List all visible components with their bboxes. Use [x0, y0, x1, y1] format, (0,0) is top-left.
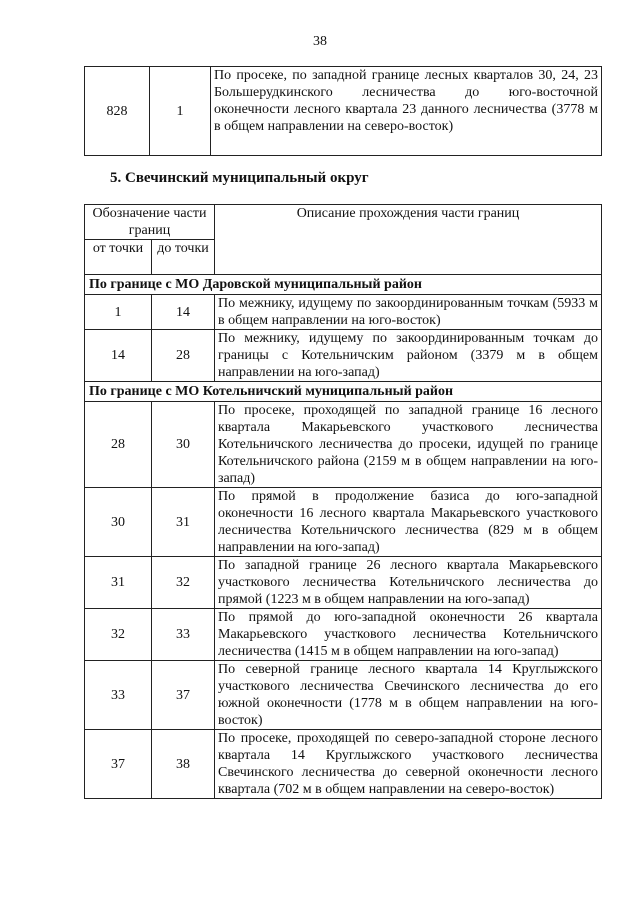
description-cell: По межнику, идущему по закоординированным точкам (5933 м в общем направлении на юго-восток) — [215, 295, 602, 330]
to-point-cell: 37 — [152, 661, 215, 730]
continuation-table — [84, 66, 602, 156]
to-point-cell: 14 — [152, 295, 215, 330]
from-point-cell: 14 — [85, 330, 152, 382]
description-cell: По прямой в продолжение базиса до юго-западной оконечности 16 лесного квартала Макарьевского участкового лесничества Котельничского лесничества (829 м в общем направлении на юго-запад) — [215, 488, 602, 557]
page-number: 38 — [313, 34, 327, 49]
from-point-cell: 31 — [85, 557, 152, 609]
description-cell: По просеке, по западной границе лесных кварталов 30, 24, 23 Большерудкинского лесничества до юго-восточной оконечности лесного квартала 23 данного лесничества (3778 м в общем направлении на северо-восток) — [211, 67, 602, 156]
group-title: По границе с МО Даровской муниципальный район — [85, 275, 602, 295]
table-row — [85, 330, 602, 382]
boundary-table — [84, 204, 602, 799]
to-point-cell: 32 — [152, 557, 215, 609]
group-row — [85, 275, 602, 295]
from-point-cell: 32 — [85, 609, 152, 661]
from-point-cell: 33 — [85, 661, 152, 730]
table-row — [85, 402, 602, 488]
group-title: По границе с МО Котельничский муниципальный район — [85, 382, 602, 402]
description-cell: По просеке, проходящей по западной границе 16 лесного квартала Макарьевского участкового лесничества Котельничского лесничества до просеки, идущей по границе Котельничского района (2159 м в общем направлении на юго-запад) — [215, 402, 602, 488]
designation-header: Обозначение части границ — [85, 205, 215, 240]
table-body — [85, 275, 602, 799]
table-row — [85, 488, 602, 557]
from-point-cell: 30 — [85, 488, 152, 557]
from-point-cell: 828 — [85, 67, 150, 156]
section-heading: 5. Свечинский муниципальный округ — [110, 170, 369, 186]
to-point-cell: 38 — [152, 730, 215, 799]
description-cell: По северной границе лесного квартала 14 Круглыжского участкового лесничества Свечинского лесничества до его южной оконечности (1778 м в общем направлении на юго-восток) — [215, 661, 602, 730]
header-row — [85, 205, 602, 240]
table-row — [85, 295, 602, 330]
table-row — [85, 609, 602, 661]
group-row — [85, 382, 602, 402]
to-point-cell: 31 — [152, 488, 215, 557]
table-row — [85, 67, 602, 156]
to-point-cell: 28 — [152, 330, 215, 382]
to-point-cell: 1 — [150, 67, 211, 156]
to-header: до точки — [152, 240, 215, 275]
description-cell: По межнику, идущему по закоординированным точкам до границы с Котельничским районом (3379 м в общем направлении на юго-запад) — [215, 330, 602, 382]
to-point-cell: 33 — [152, 609, 215, 661]
table-row — [85, 557, 602, 609]
description-cell: По прямой до юго-западной оконечности 26 квартала Макарьевского участкового лесничества Котельничского лесничества (1415 м в общем направлении на юго-запад) — [215, 609, 602, 661]
table-row — [85, 730, 602, 799]
from-header: от точки — [85, 240, 152, 275]
from-point-cell: 1 — [85, 295, 152, 330]
description-header: Описание прохождения части границ — [215, 205, 602, 275]
description-cell: По западной границе 26 лесного квартала Макарьевского участкового лесничества Котельничского лесничества до прямой (1223 м в общем направлении на юго-запад) — [215, 557, 602, 609]
table-row — [85, 661, 602, 730]
from-point-cell: 37 — [85, 730, 152, 799]
to-point-cell: 30 — [152, 402, 215, 488]
description-cell: По просеке, проходящей по северо-западной стороне лесного квартала 14 Круглыжского участкового лесничества Свечинского лесничества до северной оконечности лесного квартала (702 м в общем направлении на северо-восток) — [215, 730, 602, 799]
from-point-cell: 28 — [85, 402, 152, 488]
